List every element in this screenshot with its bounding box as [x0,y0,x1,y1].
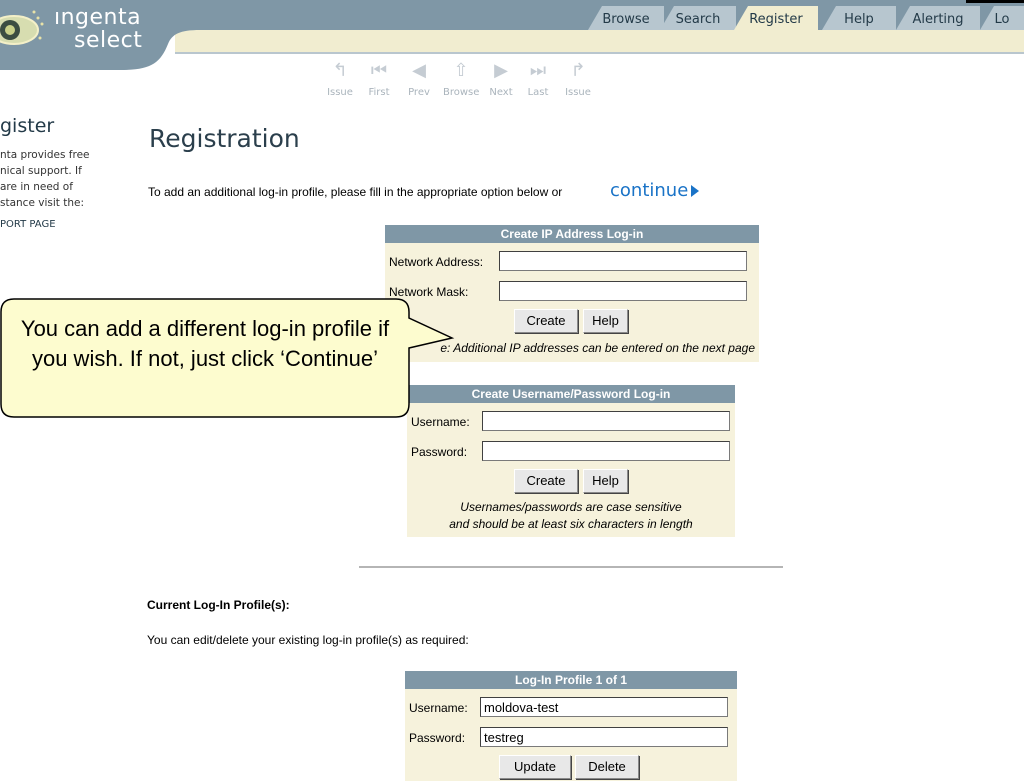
tab-label: Register [749,12,803,27]
support-page-link[interactable]: PORT PAGE [0,219,56,230]
nav-first[interactable] [361,60,397,100]
tab-search[interactable] [660,6,736,30]
prev-icon: ◀ [412,60,426,81]
nav-caption: Issue [327,87,353,98]
tab-label: Search [675,12,721,27]
nav-caption: First [368,87,390,98]
profile-username-label: Username: [409,701,468,715]
create-user-button[interactable]: Create [514,469,578,493]
continue-link[interactable]: continue [610,180,689,201]
tab-label: Browse [602,12,650,27]
logo-text-select: select [74,28,143,53]
first-icon: ⏮ [370,60,388,81]
continue-arrow-icon[interactable] [691,185,699,197]
sidebar-text: nta provides free nical support. If are in need of stance visit the: [0,149,90,209]
tab-label: Lo [994,12,1010,27]
network-address-input[interactable] [499,251,747,271]
login-profile-panel [405,671,737,781]
eye-logo-icon [0,4,52,64]
forward-issue-icon: ↱ [570,60,586,81]
tab-browse[interactable] [588,6,664,30]
callout-text: You can add a different log-in profile if you wish. If not, just click ‘Continue’ [20,316,390,371]
tab-label: Alerting [912,12,964,27]
delete-button[interactable]: Delete [575,755,639,779]
profile-password-label: Password: [409,731,466,745]
nav-caption: Browse [443,87,480,98]
sidebar-title: gister [0,115,55,137]
help-user-button[interactable]: Help [583,469,628,493]
panel-header: Create IP Address Log-in [385,225,759,243]
profile-password-input[interactable]: testreg [480,727,728,747]
update-button[interactable]: Update [499,755,571,779]
user-note-line1: Usernames/passwords are case sensitive [460,500,682,514]
user-note-line2: and should be at least six characters in length [449,517,693,531]
browse-up-icon: ⇧ [453,60,469,81]
section-divider [359,566,783,568]
ingenta-select-logo[interactable] [0,0,150,60]
nav-next[interactable] [483,60,519,100]
nav-forward-issue[interactable] [560,60,596,100]
help-ip-button[interactable]: Help [583,309,628,333]
next-icon: ▶ [494,60,508,81]
logo-text-ingenta: ıngenta [54,5,142,30]
network-mask-label: Network Mask: [389,285,469,299]
window-edge-mark [966,0,1024,3]
tab-help[interactable] [822,6,896,30]
tab-alerting[interactable] [896,6,980,30]
profile-username-input[interactable]: moldova-test [480,697,728,717]
nav-browse[interactable] [443,60,479,100]
current-profiles-text: You can edit/delete your existing log-in profile(s) as required: [147,633,469,647]
page-title: Registration [149,124,300,153]
nav-last[interactable] [520,60,556,100]
username-input[interactable] [482,411,730,431]
tab-label: Help [844,12,874,27]
header-cream-strip [175,30,1024,54]
network-address-label: Network Address: [389,255,484,269]
password-label: Password: [411,445,468,459]
username-label: Username: [411,415,470,429]
panel-header: Create Username/Password Log-in [407,385,735,403]
panel-header: Log-In Profile 1 of 1 [405,671,737,689]
current-profiles-heading: Current Log-In Profile(s): [147,598,290,612]
ip-note: e: Additional IP addresses can be entered on the next page [440,341,755,355]
nav-prev[interactable] [401,60,437,100]
password-input[interactable] [482,441,730,461]
nav-caption: Prev [408,87,430,98]
nav-caption: Last [527,87,549,98]
nav-back-issue[interactable] [322,60,358,100]
last-icon: ⏭ [529,60,547,81]
create-ip-button[interactable]: Create [514,309,578,333]
nav-caption: Next [489,87,513,98]
intro-text: To add an additional log-in profile, please fill in the appropriate option below or [148,185,563,199]
back-issue-icon: ↰ [332,60,348,81]
network-mask-input[interactable] [499,281,747,301]
nav-caption: Issue [565,87,591,98]
tab-login[interactable] [980,6,1024,30]
tab-register[interactable] [734,6,818,30]
